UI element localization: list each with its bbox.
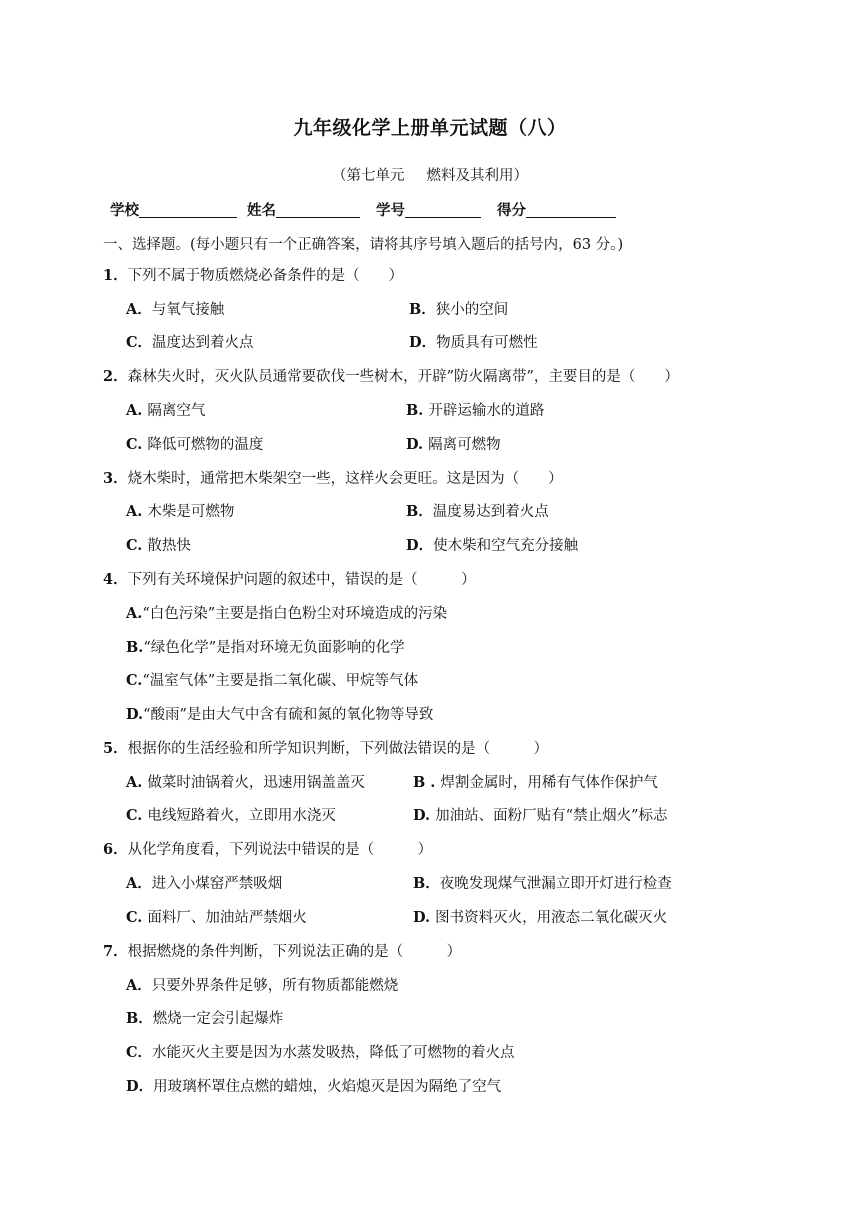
option-d[interactable] [413, 806, 667, 826]
option-letter: C. [126, 672, 143, 689]
option-text: 焊割金属时，用稀有气体作保护气 [440, 775, 658, 791]
option-text: 面料厂、加油站严禁烟火 [147, 910, 307, 926]
option-text: 燃烧一定会引起爆炸 [152, 1011, 284, 1027]
page-title: 九年级化学上册单元试题（八） [293, 117, 567, 139]
option-letter: C. [126, 436, 148, 453]
section-heading: 一、选择题。(每小题只有一个正确答案，请将其序号填入题后的括号内，63 分。) [103, 237, 624, 253]
option-b[interactable] [413, 874, 672, 894]
option-b[interactable] [126, 1009, 283, 1029]
option-letter: A. [126, 774, 148, 791]
question-7 [103, 942, 461, 962]
subtitle-unit: （第七单元 [332, 168, 405, 184]
option-letter: A. [126, 605, 143, 622]
option-letter: D． [406, 537, 434, 554]
option-a[interactable] [126, 874, 282, 894]
option-text: “温室气体”主要是指二氧化碳、甲烷等气体 [142, 673, 419, 689]
option-a[interactable] [126, 401, 205, 421]
option-letter: B． [126, 1010, 153, 1027]
question-text: 下列有关环境保护问题的叙述中，错误的是（ ） [127, 572, 476, 588]
option-letter: B． [409, 301, 436, 318]
option-letter: A. [126, 402, 148, 419]
question-number: 4． [103, 571, 128, 588]
option-letter: B． [413, 875, 440, 892]
option-letter: B． [406, 503, 433, 520]
option-d[interactable] [409, 333, 538, 353]
option-a[interactable] [126, 773, 365, 793]
option-c[interactable] [126, 1043, 515, 1063]
student-info-line [110, 199, 616, 220]
option-text: 水能灭火主要是因为水蒸发吸热，降低了可燃物的着火点 [152, 1045, 515, 1061]
option-letter: C. [126, 909, 148, 926]
option-text: 温度达到着火点 [152, 335, 254, 351]
option-letter: A． [126, 875, 152, 892]
question-text: 从化学角度看，下列说法中错误的是（ ） [127, 842, 433, 858]
school-blank[interactable] [139, 201, 237, 218]
option-d[interactable] [126, 1077, 501, 1097]
option-letter: D． [409, 334, 437, 351]
question-text: 烧木柴时，通常把木柴架空一些，这样火会更旺。这是因为（ ） [127, 471, 563, 487]
option-letter: D. [413, 807, 436, 824]
option-letter: B . [413, 774, 441, 791]
option-c[interactable] [126, 435, 263, 455]
option-text: 物质具有可燃性 [436, 335, 538, 351]
question-6 [103, 840, 432, 860]
option-c[interactable] [126, 806, 336, 826]
option-c[interactable] [126, 333, 254, 353]
option-text: 加油站、面粉厂贴有“禁止烟火”标志 [435, 808, 668, 824]
option-letter: A． [126, 977, 152, 994]
option-text: “绿色化学”是指对环境无负面影响的化学 [143, 640, 405, 656]
option-b[interactable] [126, 638, 405, 658]
student-id-blank[interactable] [405, 201, 481, 218]
option-c[interactable] [126, 536, 191, 556]
option-b[interactable] [413, 773, 658, 793]
question-text: 根据你的生活经验和所学知识判断，下列做法错误的是（ ） [127, 741, 549, 757]
question-text: 下列不属于物质燃烧必备条件的是（ ） [127, 268, 404, 284]
option-text: 夜晚发现煤气泄漏立即开灯进行检查 [439, 876, 672, 892]
question-4 [103, 570, 476, 590]
question-number: 7． [103, 943, 128, 960]
option-letter: A． [126, 301, 152, 318]
question-3 [103, 469, 563, 489]
option-letter: C． [126, 1044, 153, 1061]
option-text: 温度易达到着火点 [432, 504, 549, 520]
option-text: “白色污染”主要是指白色粉尘对环境造成的污染 [142, 606, 448, 622]
option-text: 木柴是可燃物 [147, 504, 235, 520]
option-letter: D. [406, 436, 429, 453]
option-c[interactable] [126, 908, 307, 928]
school-label: 学校 [110, 202, 139, 219]
option-text: 降低可燃物的温度 [147, 437, 264, 453]
option-text: 图书资料灭火，用液态二氧化碳灭火 [435, 910, 668, 926]
option-d[interactable] [126, 705, 433, 725]
option-d[interactable] [406, 435, 501, 455]
question-text: 根据燃烧的条件判断，下列说法正确的是（ ） [127, 944, 462, 960]
question-number: 6． [103, 841, 128, 858]
question-number: 2． [103, 368, 128, 385]
option-letter: C. [126, 807, 148, 824]
option-letter: C． [126, 334, 153, 351]
question-number: 3． [103, 470, 128, 487]
option-d[interactable] [413, 908, 667, 928]
option-letter: C. [126, 537, 148, 554]
option-text: 使木柴和空气充分接触 [433, 538, 579, 554]
score-blank[interactable] [526, 201, 616, 218]
option-text: 只要外界条件足够，所有物质都能燃烧 [151, 978, 399, 994]
name-label: 姓名 [247, 202, 276, 219]
option-b[interactable] [409, 300, 508, 320]
option-text: 电线短路着火，立即用水浇灭 [147, 808, 336, 824]
option-text: 与氧气接触 [151, 302, 225, 318]
option-letter: D． [126, 1078, 154, 1095]
option-text: 狭小的空间 [435, 302, 509, 318]
option-a[interactable] [126, 976, 398, 996]
option-b[interactable] [406, 502, 549, 522]
subtitle [0, 164, 860, 185]
question-5 [103, 739, 548, 759]
option-text: 开辟运输水的道路 [428, 403, 545, 419]
option-b[interactable] [406, 401, 544, 421]
question-number: 5． [103, 740, 128, 757]
option-text: “酸雨”是由大气中含有硫和氮的氧化物等导致 [143, 707, 434, 723]
option-letter: D. [413, 909, 436, 926]
option-d[interactable] [406, 536, 578, 556]
option-a[interactable] [126, 604, 447, 624]
option-text: 用玻璃杯罩住点燃的蜡烛，火焰熄灭是因为隔绝了空气 [153, 1079, 502, 1095]
question-text: 森林失火时，灭火队员通常要砍伐一些树木，开辟”防火隔离带”，主要目的是（ ） [127, 369, 679, 385]
option-text: 进入小煤窑严禁吸烟 [151, 876, 283, 892]
score-label: 得分 [497, 202, 526, 219]
subtitle-topic: 燃料及其利用） [426, 168, 528, 184]
question-number: 1． [103, 267, 128, 284]
question-2 [103, 367, 679, 387]
option-letter: B. [126, 639, 144, 656]
option-text: 隔离空气 [147, 403, 206, 419]
option-text: 隔离可燃物 [428, 437, 501, 453]
option-letter: B. [406, 402, 429, 419]
option-text: 散热快 [147, 538, 191, 554]
student-id-label: 学号 [376, 202, 405, 219]
question-1 [103, 266, 403, 286]
name-blank[interactable] [276, 201, 360, 218]
option-letter: A. [126, 503, 148, 520]
option-text: 做菜时油锅着火，迅速用锅盖盖灭 [147, 775, 365, 791]
option-c[interactable] [126, 671, 418, 691]
option-letter: D. [126, 706, 144, 723]
option-a[interactable] [126, 300, 224, 320]
option-a[interactable] [126, 502, 234, 522]
